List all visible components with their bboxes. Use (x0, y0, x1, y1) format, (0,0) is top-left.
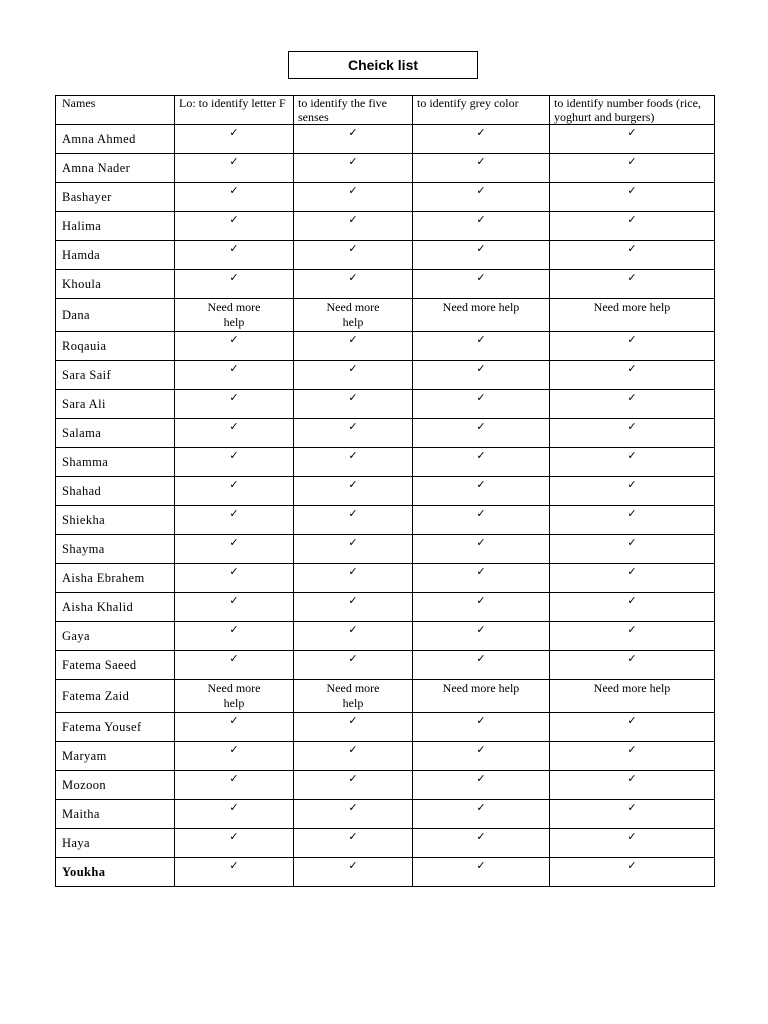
checkmark-icon: ✓ (348, 242, 358, 255)
checkmark-icon: ✓ (348, 184, 358, 197)
checkmark-icon: ✓ (229, 391, 239, 404)
student-name: Aisha Ebrahem (56, 564, 175, 593)
checkmark-icon: ✓ (348, 594, 358, 607)
status-cell-five-senses (294, 829, 413, 858)
status-cell-number-foods (550, 332, 715, 361)
status-cell-number-foods (550, 506, 715, 535)
checkmark-icon: ✓ (348, 271, 358, 284)
checkmark-icon: ✓ (229, 536, 239, 549)
checkmark-icon: ✓ (627, 213, 637, 226)
checkmark-icon: ✓ (476, 449, 486, 462)
checkmark-icon: ✓ (229, 449, 239, 462)
status-cell-number-foods (550, 713, 715, 742)
status-cell-letter-f (175, 270, 294, 299)
checkmark-icon: ✓ (348, 565, 358, 578)
checkmark-icon: ✓ (348, 772, 358, 785)
status-cell-letter-f (175, 713, 294, 742)
checkmark-icon: ✓ (229, 420, 239, 433)
table-row (56, 125, 715, 154)
status-cell-letter-f (175, 448, 294, 477)
checkmark-icon: ✓ (348, 536, 358, 549)
table-row (56, 270, 715, 299)
checkmark-icon: ✓ (229, 362, 239, 375)
status-cell-number-foods (550, 270, 715, 299)
status-cell-number-foods (550, 154, 715, 183)
table-row (56, 593, 715, 622)
status-cell-letter-f (175, 241, 294, 270)
status-cell-letter-f (175, 564, 294, 593)
checkmark-icon: ✓ (627, 184, 637, 197)
need-more-help-label: Need more help (326, 681, 380, 710)
table-row (56, 829, 715, 858)
status-cell-number-foods (550, 771, 715, 800)
checkmark-icon: ✓ (627, 420, 637, 433)
status-cell-five-senses (294, 361, 413, 390)
checkmark-icon: ✓ (627, 362, 637, 375)
student-name: Sara Saif (56, 361, 175, 390)
status-cell-grey-color (413, 212, 550, 241)
need-more-help-label: Need more help (207, 300, 261, 329)
status-cell-grey-color (413, 361, 550, 390)
status-cell-letter-f (175, 390, 294, 419)
table-row (56, 800, 715, 829)
table-row (56, 742, 715, 771)
status-cell-grey-color (413, 154, 550, 183)
checkmark-icon: ✓ (627, 478, 637, 491)
status-cell-grey-color (413, 448, 550, 477)
checkmark-icon: ✓ (348, 213, 358, 226)
checkmark-icon: ✓ (627, 652, 637, 665)
status-cell-number-foods (550, 858, 715, 887)
student-name: Fatema Yousef (56, 713, 175, 742)
checkmark-icon: ✓ (476, 507, 486, 520)
status-cell-number-foods (550, 829, 715, 858)
checkmark-icon: ✓ (627, 391, 637, 404)
student-name: Shahad (56, 477, 175, 506)
table-row (56, 771, 715, 800)
status-cell-grey-color (413, 390, 550, 419)
status-cell-letter-f (175, 332, 294, 361)
student-name: Hamda (56, 241, 175, 270)
status-cell-five-senses (294, 448, 413, 477)
header-names: Names (56, 96, 175, 125)
status-cell-number-foods (550, 680, 715, 713)
status-cell-grey-color (413, 593, 550, 622)
checkmark-icon: ✓ (476, 155, 486, 168)
table-row (56, 361, 715, 390)
status-cell-number-foods (550, 125, 715, 154)
table-row (56, 390, 715, 419)
status-cell-number-foods (550, 299, 715, 332)
student-name: Gaya (56, 622, 175, 651)
checkmark-icon: ✓ (476, 391, 486, 404)
status-cell-letter-f (175, 593, 294, 622)
need-more-help-label: Need more help (326, 300, 380, 329)
status-cell-grey-color (413, 713, 550, 742)
table-row (56, 564, 715, 593)
status-cell-grey-color (413, 535, 550, 564)
checkmark-icon: ✓ (627, 126, 637, 139)
checkmark-icon: ✓ (229, 743, 239, 756)
status-cell-five-senses (294, 713, 413, 742)
checkmark-icon: ✓ (348, 362, 358, 375)
status-cell-grey-color (413, 680, 550, 713)
need-more-help-label: Need more help (593, 681, 671, 695)
status-cell-letter-f (175, 125, 294, 154)
checkmark-icon: ✓ (229, 478, 239, 491)
status-cell-grey-color (413, 270, 550, 299)
status-cell-five-senses (294, 154, 413, 183)
student-name: Salama (56, 419, 175, 448)
status-cell-number-foods (550, 419, 715, 448)
status-cell-grey-color (413, 651, 550, 680)
table-row (56, 299, 715, 332)
table-row (56, 477, 715, 506)
status-cell-letter-f (175, 154, 294, 183)
status-cell-letter-f (175, 742, 294, 771)
checkmark-icon: ✓ (348, 623, 358, 636)
student-name: Shiekha (56, 506, 175, 535)
status-cell-letter-f (175, 800, 294, 829)
status-cell-letter-f (175, 535, 294, 564)
student-name: Maitha (56, 800, 175, 829)
status-cell-number-foods (550, 390, 715, 419)
checkmark-icon: ✓ (476, 743, 486, 756)
status-cell-five-senses (294, 477, 413, 506)
checkmark-icon: ✓ (627, 333, 637, 346)
status-cell-grey-color (413, 800, 550, 829)
student-name: Shayma (56, 535, 175, 564)
status-cell-letter-f (175, 622, 294, 651)
checkmark-icon: ✓ (476, 271, 486, 284)
checkmark-icon: ✓ (476, 801, 486, 814)
checkmark-icon: ✓ (627, 536, 637, 549)
status-cell-five-senses (294, 622, 413, 651)
status-cell-number-foods (550, 212, 715, 241)
header-row (56, 96, 715, 125)
status-cell-grey-color (413, 742, 550, 771)
checkmark-icon: ✓ (627, 271, 637, 284)
status-cell-grey-color (413, 477, 550, 506)
table-row (56, 858, 715, 887)
status-cell-five-senses (294, 593, 413, 622)
checkmark-icon: ✓ (229, 801, 239, 814)
checkmark-icon: ✓ (348, 859, 358, 872)
status-cell-grey-color (413, 183, 550, 212)
checkmark-icon: ✓ (627, 743, 637, 756)
checkmark-icon: ✓ (476, 623, 486, 636)
status-cell-number-foods (550, 361, 715, 390)
checkmark-icon: ✓ (476, 830, 486, 843)
checkmark-icon: ✓ (476, 714, 486, 727)
table-row (56, 622, 715, 651)
student-name: Youkha (56, 858, 175, 887)
checkmark-icon: ✓ (348, 449, 358, 462)
status-cell-letter-f (175, 680, 294, 713)
checkmark-icon: ✓ (627, 242, 637, 255)
need-more-help-label: Need more help (442, 681, 520, 695)
checkmark-icon: ✓ (229, 242, 239, 255)
student-name: Mozoon (56, 771, 175, 800)
need-more-help-label: Need more help (442, 300, 520, 314)
checkmark-icon: ✓ (229, 213, 239, 226)
student-name: Fatema Saeed (56, 651, 175, 680)
checkmark-icon: ✓ (476, 242, 486, 255)
checkmark-icon: ✓ (476, 213, 486, 226)
status-cell-five-senses (294, 212, 413, 241)
status-cell-five-senses (294, 241, 413, 270)
status-cell-grey-color (413, 622, 550, 651)
checkmark-icon: ✓ (348, 652, 358, 665)
checkmark-icon: ✓ (229, 565, 239, 578)
checkmark-icon: ✓ (627, 714, 637, 727)
status-cell-number-foods (550, 593, 715, 622)
checkmark-icon: ✓ (348, 420, 358, 433)
status-cell-letter-f (175, 858, 294, 887)
header-identify-number-foods: to identify number foods (rice, yoghurt and burgers) (550, 96, 715, 125)
status-cell-grey-color (413, 829, 550, 858)
checkmark-icon: ✓ (229, 155, 239, 168)
status-cell-grey-color (413, 771, 550, 800)
table-row (56, 448, 715, 477)
status-cell-grey-color (413, 125, 550, 154)
checkmark-icon: ✓ (627, 623, 637, 636)
checkmark-icon: ✓ (627, 801, 637, 814)
checkmark-icon: ✓ (229, 772, 239, 785)
student-name: Khoula (56, 270, 175, 299)
table-row (56, 154, 715, 183)
student-name: Amna Ahmed (56, 125, 175, 154)
status-cell-number-foods (550, 742, 715, 771)
checkmark-icon: ✓ (229, 594, 239, 607)
status-cell-letter-f (175, 212, 294, 241)
student-name: Amna Nader (56, 154, 175, 183)
checkmark-icon: ✓ (348, 507, 358, 520)
checklist-table (55, 95, 715, 887)
status-cell-five-senses (294, 332, 413, 361)
status-cell-letter-f (175, 829, 294, 858)
checkmark-icon: ✓ (348, 801, 358, 814)
status-cell-five-senses (294, 183, 413, 212)
status-cell-five-senses (294, 299, 413, 332)
checkmark-icon: ✓ (348, 478, 358, 491)
status-cell-five-senses (294, 800, 413, 829)
header-identify-letter-f: Lo: to identify letter F (175, 96, 294, 125)
checkmark-icon: ✓ (229, 507, 239, 520)
checkmark-icon: ✓ (476, 594, 486, 607)
need-more-help-label: Need more help (207, 681, 261, 710)
status-cell-letter-f (175, 299, 294, 332)
table-row (56, 419, 715, 448)
status-cell-five-senses (294, 651, 413, 680)
student-name: Halima (56, 212, 175, 241)
checkmark-icon: ✓ (348, 714, 358, 727)
checkmark-icon: ✓ (476, 126, 486, 139)
status-cell-number-foods (550, 477, 715, 506)
checkmark-icon: ✓ (476, 333, 486, 346)
checkmark-icon: ✓ (229, 333, 239, 346)
checkmark-icon: ✓ (348, 126, 358, 139)
checkmark-icon: ✓ (348, 333, 358, 346)
student-name: Aisha Khalid (56, 593, 175, 622)
need-more-help-label: Need more help (593, 300, 671, 314)
student-name: Sara Ali (56, 390, 175, 419)
status-cell-grey-color (413, 332, 550, 361)
status-cell-five-senses (294, 506, 413, 535)
checklist-body (56, 96, 715, 887)
checkmark-icon: ✓ (476, 184, 486, 197)
checkmark-icon: ✓ (627, 594, 637, 607)
status-cell-grey-color (413, 419, 550, 448)
table-row (56, 651, 715, 680)
table-row (56, 535, 715, 564)
page-title: Cheick list (288, 51, 478, 79)
checkmark-icon: ✓ (627, 155, 637, 168)
checkmark-icon: ✓ (627, 859, 637, 872)
status-cell-five-senses (294, 390, 413, 419)
checkmark-icon: ✓ (229, 714, 239, 727)
checkmark-icon: ✓ (476, 478, 486, 491)
checkmark-icon: ✓ (476, 536, 486, 549)
student-name: Haya (56, 829, 175, 858)
checkmark-icon: ✓ (476, 859, 486, 872)
student-name: Dana (56, 299, 175, 332)
status-cell-grey-color (413, 241, 550, 270)
student-name: Roqauia (56, 332, 175, 361)
status-cell-letter-f (175, 419, 294, 448)
status-cell-number-foods (550, 564, 715, 593)
status-cell-number-foods (550, 448, 715, 477)
student-name: Bashayer (56, 183, 175, 212)
status-cell-five-senses (294, 419, 413, 448)
checkmark-icon: ✓ (229, 126, 239, 139)
checkmark-icon: ✓ (476, 565, 486, 578)
status-cell-letter-f (175, 506, 294, 535)
status-cell-grey-color (413, 564, 550, 593)
checkmark-icon: ✓ (476, 772, 486, 785)
table-row (56, 241, 715, 270)
status-cell-five-senses (294, 125, 413, 154)
status-cell-grey-color (413, 506, 550, 535)
checkmark-icon: ✓ (627, 507, 637, 520)
status-cell-five-senses (294, 680, 413, 713)
checkmark-icon: ✓ (348, 743, 358, 756)
status-cell-number-foods (550, 622, 715, 651)
status-cell-five-senses (294, 535, 413, 564)
checkmark-icon: ✓ (348, 830, 358, 843)
status-cell-letter-f (175, 771, 294, 800)
status-cell-five-senses (294, 564, 413, 593)
checkmark-icon: ✓ (627, 565, 637, 578)
status-cell-letter-f (175, 477, 294, 506)
checkmark-icon: ✓ (476, 652, 486, 665)
status-cell-letter-f (175, 651, 294, 680)
status-cell-number-foods (550, 651, 715, 680)
status-cell-letter-f (175, 361, 294, 390)
status-cell-number-foods (550, 241, 715, 270)
status-cell-five-senses (294, 270, 413, 299)
table-row (56, 506, 715, 535)
checkmark-icon: ✓ (229, 652, 239, 665)
checkmark-icon: ✓ (229, 271, 239, 284)
checkmark-icon: ✓ (348, 155, 358, 168)
checkmark-icon: ✓ (627, 830, 637, 843)
table-row (56, 212, 715, 241)
status-cell-grey-color (413, 299, 550, 332)
status-cell-grey-color (413, 858, 550, 887)
header-identify-grey-color: to identify grey color (413, 96, 550, 125)
status-cell-number-foods (550, 535, 715, 564)
table-row (56, 332, 715, 361)
checkmark-icon: ✓ (229, 859, 239, 872)
status-cell-five-senses (294, 742, 413, 771)
student-name: Fatema Zaid (56, 680, 175, 713)
checkmark-icon: ✓ (627, 772, 637, 785)
student-name: Maryam (56, 742, 175, 771)
checkmark-icon: ✓ (476, 362, 486, 375)
checkmark-icon: ✓ (348, 391, 358, 404)
status-cell-number-foods (550, 800, 715, 829)
student-name: Shamma (56, 448, 175, 477)
status-cell-five-senses (294, 858, 413, 887)
table-row (56, 680, 715, 713)
checkmark-icon: ✓ (476, 420, 486, 433)
header-identify-five-senses: to identify the five senses (294, 96, 413, 125)
table-row (56, 183, 715, 212)
checkmark-icon: ✓ (229, 184, 239, 197)
table-row (56, 713, 715, 742)
status-cell-letter-f (175, 183, 294, 212)
status-cell-number-foods (550, 183, 715, 212)
checkmark-icon: ✓ (627, 449, 637, 462)
status-cell-five-senses (294, 771, 413, 800)
checkmark-icon: ✓ (229, 623, 239, 636)
checkmark-icon: ✓ (229, 830, 239, 843)
